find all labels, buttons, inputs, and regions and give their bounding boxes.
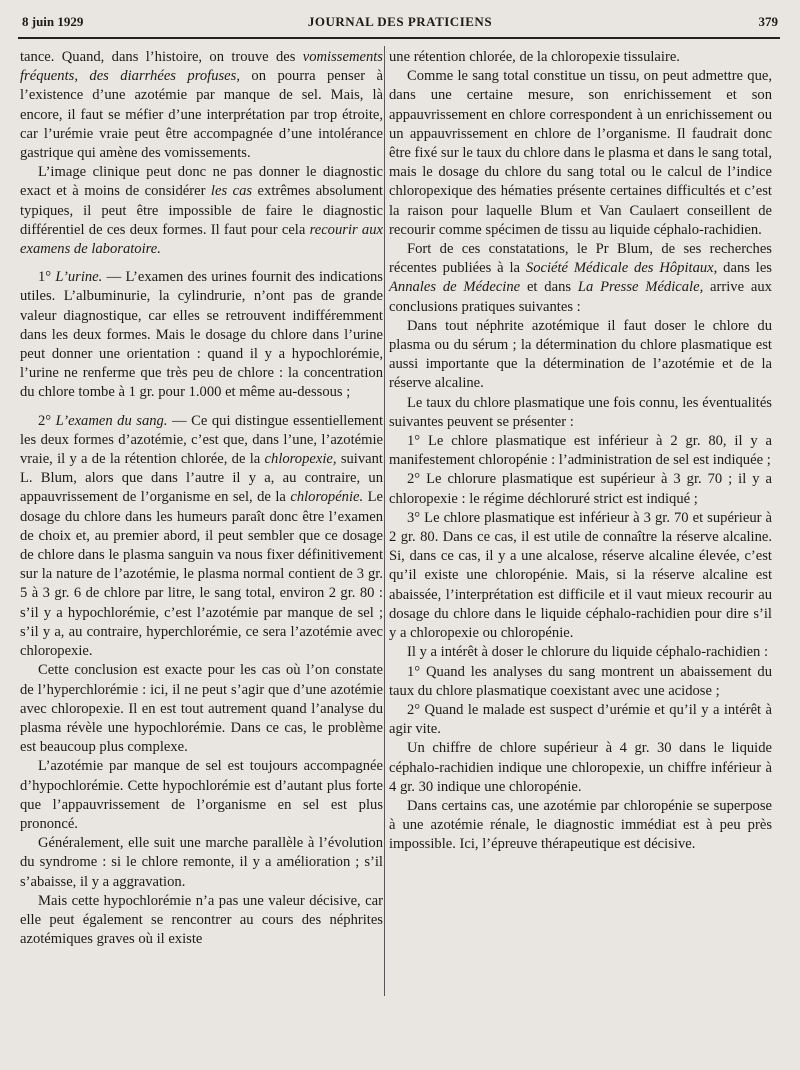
page-number: 379: [758, 14, 778, 29]
paragraph: Dans certains cas, une azotémie par chloropénie se superpose à une azotémie rénale, le diagnostic immédiat est à peu près impossible. Ici, l’épreuve thérapeutique est décisive.: [389, 797, 772, 853]
text-run: extrêmes absolument typiques, il peut être impossible de faire le diagnostic différentiel de ces deux formes. Il faut pour cela: [20, 183, 383, 238]
paragraph-sang: [20, 412, 383, 662]
text-run: dans les: [717, 260, 772, 277]
right-column: [389, 48, 772, 855]
running-header: [22, 14, 778, 36]
paragraph: [389, 240, 772, 317]
emphasis: Annales de Médecine: [389, 279, 521, 296]
item-number: 2°: [38, 412, 56, 429]
paragraph-urine: [20, 268, 383, 402]
issue-date: 8 juin 1929: [22, 14, 84, 29]
list-item: 1° Le chlore plasmatique est inférieur à 2 gr. 80, il y a manifestement chloropénie : l’administration de sel est indiquée ;: [389, 433, 772, 469]
emphasis: les cas: [210, 183, 253, 200]
paragraph: [20, 48, 383, 163]
emphasis: Société Médicale des Hôpitaux,: [525, 260, 718, 277]
emphasis: recourir aux examens de laboratoire.: [20, 221, 383, 258]
text-run: et dans: [520, 279, 578, 296]
list-item: 2° Le chlorure plasmatique est supérieur à 3 gr. 70 ; il y a chloropexie : le régime déchloruré strict est indiqué ;: [389, 471, 772, 507]
emphasis: La Presse Médicale,: [577, 279, 704, 296]
section-heading: L’examen du sang.: [55, 412, 168, 429]
paragraph: Cette conclusion est exacte pour les cas où l’on constate de l’hyperchlorémie : ici, il ne peut s’agir que d’une azotémie avec chloropexie. Il en est tout autrement quand l’analyse du plasma révèle une hypochlorémie. Dans ce cas, le problème est beaucoup plus complexe.: [20, 662, 383, 756]
emphasis: chloropexie,: [264, 451, 337, 468]
text-run: Fort de ces constatations, le Pr Blum, de ses recherches récentes publiées à la: [389, 241, 772, 277]
section-heading: L’urine.: [55, 269, 103, 286]
paragraph: [20, 163, 383, 259]
paragraph: L’azotémie par manque de sel est toujours accompagnée d’hypochlorémie. Cette hypochlorémie est d’autant plus forte que l’appauvrissement de l’organisme en sel est plus prononcé.: [20, 758, 383, 832]
item-number: 1°: [38, 269, 56, 286]
text-run: — L’examen des urines fournit des indications utiles. L’albuminurie, la cylindrurie, n’ont pas de grande valeur diagnostique, car elles se retrouvent indifféremment dans les deux formes. Mais le dosage du chlore dans l’urine peut donner une orientation : quand il y a hypochlorémie, l’urine ne renferme que très peu de chlore : la concentration du chlore tombe à 1 gr. pour 1.000 et même au-dessous ;: [20, 269, 383, 401]
paragraph: Mais cette hypochlorémie n’a pas une valeur décisive, car elle peut également se rencontrer au cours des néphrites azotémiques graves où il existe: [20, 892, 383, 948]
paragraph: Un chiffre de chlore supérieur à 4 gr. 30 dans le liquide céphalo-rachidien indique une chloropexie, un chiffre inférieur à 4 gr. 30 indique une chloropénie.: [389, 740, 772, 795]
paragraph: Dans tout néphrite azotémique il faut doser le chlore du plasma ou du sérum ; la détermination du chlore plasmatique est aussi importante que la détermination de l’azotémie et de la réserve alcaline.: [389, 317, 772, 392]
header-rule: [18, 37, 780, 39]
emphasis: vomissements fréquents, des diarrhées profuses,: [20, 49, 383, 85]
paragraph: Généralement, elle suit une marche parallèle à l’évolution du syndrome : si le chlore remonte, il y a amélioration ; s’il s’abaisse, il y a aggravation.: [20, 835, 383, 890]
left-column: [20, 48, 383, 949]
list-item: 1° Quand les analyses du sang montrent un abaissement du taux du chlore plasmatique coexistant avec une acidose ;: [389, 663, 772, 699]
text-run: on pourra penser à l’existence d’une azotémie par manque de sel. Mais, là encore, il faut se méfier d’une interprétation par trop étroite, car l’urémie vraie peut être accompagnée d’une intolérance gastrique qui amène des vomissements.: [20, 68, 383, 162]
text-run: L’image clinique peut donc ne pas donner le diagnostic exact et à moins de considérer: [20, 164, 383, 200]
paragraph: Il y a intérêt à doser le chlorure du liquide céphalo-rachidien :: [407, 644, 769, 661]
paragraph: une rétention chlorée, de la chloropexie tissulaire.: [389, 49, 680, 65]
text-run: Le dosage du chlore dans les humeurs paraît donc être l’examen de choix et, au premier abord, il peut sembler que ce dosage de chlore dans le plasma sanguin va nous fixer définitivement sur la nature de l’azotémie, le plasma normal contient de 3 gr. 5 à 3 gr. 6 de chlore par litre, le sang total, environ 2 gr. 80 : s’il y a hypochlorémie, c’est l’azotémie par manque de sel ; s’il y a, au contraire, hyperchlorémie, ce sera l’azotémie avec chloropexie.: [20, 489, 383, 660]
text-run: suivant L. Blum, alors que dans l’autre il y a, au contraire, un appauvrissement de l’organisme en sel, de la: [20, 451, 383, 506]
list-item: 3° Le chlore plasmatique est inférieur à 3 gr. 70 et supérieur à 2 gr. 80. Dans ce cas, il est utile de connaître la réserve alcaline. Si, dans ce cas, il y a une alcalose, réserve alcaline élevée, c’est qu’il existe une chloropénie. Mais, si la réserve alcaline est abaissée, l’interprétation est difficile et il vaut mieux recourir au dosage du chlore dans le liquide céphalo-rachidien pour dire s’il y a chloropexie ou chloropénie.: [389, 509, 772, 642]
list-item: 2° Quand le malade est suspect d’urémie et qu’il y a intérêt à agir vite.: [389, 701, 772, 738]
text-run: tance. Quand, dans l’histoire, on trouve des: [20, 49, 303, 65]
paragraph: Le taux du chlore plasmatique une fois connu, les éventualités suivantes peuvent se présenter :: [389, 394, 772, 430]
text-run: — Ce qui distingue essentiellement les deux formes d’azotémie, c’est que, dans l’une, l’azotémie vraie, il y a de la rétention chlorée, de la: [20, 412, 383, 468]
text-run: arrive aux conclusions pratiques suivantes :: [389, 279, 772, 315]
emphasis: chloropénie.: [290, 489, 364, 506]
journal-title: JOURNAL DES PRATICIENS: [307, 14, 493, 29]
column-divider: [384, 46, 385, 996]
paragraph: Comme le sang total constitue un tissu, on peut admettre que, dans une certaine mesure, son enrichissement et son appauvrissement en chlore correspondent à un enrichissement ou un appauvrissement en chlore de l’organisme. Il faudrait donc être fixé sur le taux du chlore dans le plasma et dans le sang total, mais le dosage du chlore du sang total ou le calcul de l’indice chloropexique des hématies présente certaines difficultés et c’est la raison pour laquelle Blum et Van Caulaert conseillent de recourir comme spécimen de tissu au liquide céphalo-rachidien.: [389, 68, 772, 238]
